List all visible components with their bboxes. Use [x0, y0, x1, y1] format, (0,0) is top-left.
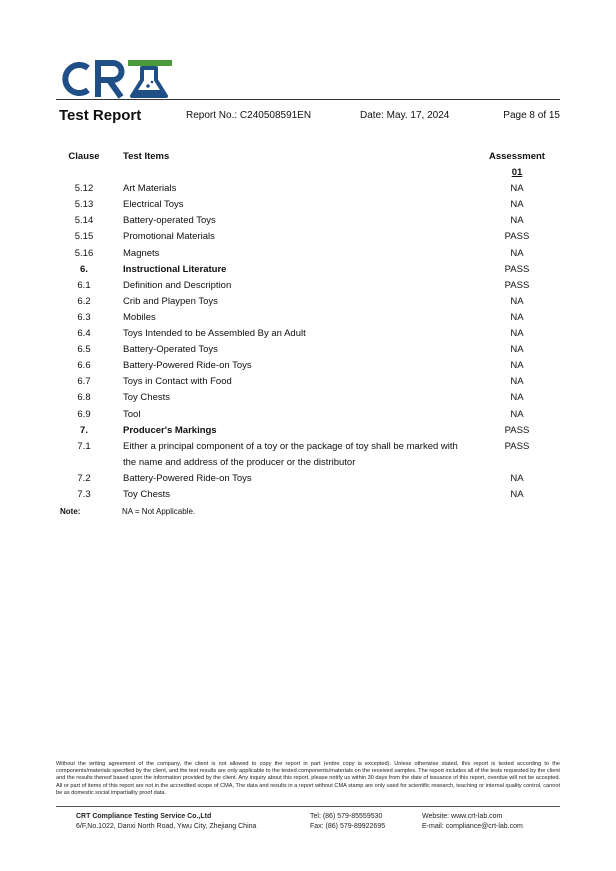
test-item: Battery-Powered Ride-on Toys — [123, 472, 252, 484]
clause-number: 7. — [80, 424, 88, 436]
report-header — [56, 107, 560, 125]
assessment-result: NA — [510, 295, 524, 307]
assessment-result: NA — [510, 328, 524, 340]
column-header-test-items: Test Items — [123, 151, 170, 162]
table-row — [56, 471, 560, 487]
table-row — [56, 390, 560, 406]
test-item: Battery-Powered Ride-on Toys — [123, 360, 252, 372]
assessment-result: NA — [510, 376, 524, 388]
test-item: Toy Chests — [123, 392, 170, 404]
table-row — [56, 439, 560, 471]
test-item: Tool — [123, 408, 141, 420]
report-number: Report No.: C240508591EN — [186, 110, 312, 121]
assessment-result: NA — [510, 183, 524, 195]
assessment-result: NA — [510, 247, 524, 259]
website-link[interactable]: Website: www.crt-lab.com — [422, 813, 503, 820]
assessment-result: NA — [510, 311, 524, 323]
test-item: Promotional Materials — [123, 231, 215, 243]
clause-number: 5.13 — [74, 199, 94, 211]
test-item: Instructional Literature — [123, 263, 227, 275]
footer-web-block — [422, 812, 556, 832]
legal-disclaimer: Without the writing agreement of the company, the client is not allowed to copy the report in part (entire copy is excepted). Unless otherwise stated, this report is tested according to the components/materials specified by the client, and the test results are only applicable to the tested components/materials on the received samples. The report includes all of the tests requested by the client and the results thereof based upon the information provided by the client. Any inquiry about this report, please notify us within 30 days from the date of issuance of this report, overdue will not be accepted. All or part of items of this report are not in the accredited scope of CMA, The data and results in a report without CMA stamp are only used for scientific research, teaching or internal quality control, cannot be as domestic social impartiality proof data. — [56, 761, 560, 796]
clause-number: 6. — [80, 263, 88, 275]
test-item: Art Materials — [123, 183, 177, 195]
logo-flask-t-icon — [128, 60, 172, 96]
table-subheader-row — [56, 165, 560, 181]
assessment-result: NA — [510, 360, 524, 372]
clause-number: 5.14 — [74, 215, 94, 227]
table-row — [56, 374, 560, 390]
test-item: Battery-Operated Toys — [123, 344, 218, 356]
assessment-result: NA — [510, 472, 524, 484]
table-row — [56, 246, 560, 262]
column-header-clause: Clause — [68, 151, 100, 162]
table-row — [56, 278, 560, 294]
footer-phone-block — [310, 812, 420, 832]
table-row — [56, 326, 560, 342]
report-date: Date: May. 17, 2024 — [360, 110, 450, 121]
table-section-row — [56, 423, 560, 439]
company-address: 6/F,No.1022, Danxi North Road, Yiwu City, Zhejiang China — [76, 823, 257, 830]
test-item: Toys in Contact with Food — [123, 376, 232, 388]
clause-number: 7.3 — [77, 488, 91, 500]
assessment-result: NA — [510, 344, 524, 356]
assessment-result: NA — [510, 199, 524, 211]
assessment-result: NA — [510, 408, 524, 420]
clause-number: 6.7 — [77, 376, 91, 388]
assessment-result: PASS — [504, 440, 530, 452]
footer-rule — [56, 806, 560, 807]
assessment-result: PASS — [504, 279, 530, 291]
logo-letter-r — [98, 63, 122, 97]
clause-number: 7.1 — [77, 440, 91, 452]
table-row — [56, 310, 560, 326]
table-row — [56, 229, 560, 245]
table-row — [56, 342, 560, 358]
clause-number: 6.9 — [77, 408, 91, 420]
assessment-result: PASS — [504, 231, 530, 243]
email-link[interactable]: E-mail: compliance@crt-lab.com — [422, 823, 523, 830]
table-row — [56, 181, 560, 197]
note-label: Note: — [60, 507, 81, 516]
clause-number: 5.15 — [74, 231, 94, 243]
test-item: Either a principal component of a toy or the package of toy shall be marked with the name and address of the producer or the distributor — [123, 440, 458, 468]
crt-logo — [56, 58, 176, 100]
table-row — [56, 294, 560, 310]
test-item: Producer's Markings — [123, 424, 217, 436]
table-section-row — [56, 262, 560, 278]
column-header-assessment: Assessment — [489, 151, 545, 162]
clause-number: 7.2 — [77, 472, 91, 484]
clause-number: 6.2 — [77, 295, 91, 307]
table-row — [56, 358, 560, 374]
test-item: Battery-operated Toys — [123, 215, 216, 227]
assessment-result: PASS — [504, 424, 530, 436]
test-item: Toy Chests — [123, 488, 170, 500]
note-text: NA = Not Applicable. — [122, 507, 196, 516]
assessment-result: PASS — [504, 263, 530, 275]
clause-number: 6.8 — [77, 392, 91, 404]
table-header-row — [56, 149, 560, 165]
clause-number: 6.5 — [77, 344, 91, 356]
table-row — [56, 197, 560, 213]
table-row — [56, 407, 560, 423]
clause-number: 5.16 — [74, 247, 94, 259]
clause-number: 6.3 — [77, 311, 91, 323]
assessment-table — [56, 149, 560, 503]
clause-number: 6.1 — [77, 279, 91, 291]
test-item: Electrical Toys — [123, 199, 184, 211]
clause-number: 5.12 — [74, 183, 94, 195]
assessment-result: NA — [510, 215, 524, 227]
table-row — [56, 487, 560, 503]
test-item: Crib and Playpen Toys — [123, 295, 218, 307]
assessment-result: NA — [510, 392, 524, 404]
assessment-result: NA — [510, 488, 524, 500]
table-row — [56, 213, 560, 229]
clause-number: 6.6 — [77, 360, 91, 372]
test-item: Definition and Description — [123, 279, 232, 291]
sample-number: 01 — [511, 167, 523, 179]
test-item: Toys Intended to be Assembled By an Adult — [123, 328, 306, 340]
telephone: Tel: (86) 579-85559530 — [310, 813, 383, 820]
logo-letter-c — [65, 65, 88, 93]
header-rule — [56, 99, 560, 100]
page-number: Page 8 of 15 — [503, 110, 560, 121]
fax: Fax: (86) 579-89922695 — [310, 823, 386, 830]
test-item: Mobiles — [123, 311, 156, 323]
footer-company-block — [76, 812, 306, 832]
company-name: CRT Compliance Testing Service Co.,Ltd — [76, 813, 212, 820]
clause-number: 6.4 — [77, 328, 91, 340]
test-item: Magnets — [123, 247, 160, 259]
report-title: Test Report — [59, 107, 142, 124]
